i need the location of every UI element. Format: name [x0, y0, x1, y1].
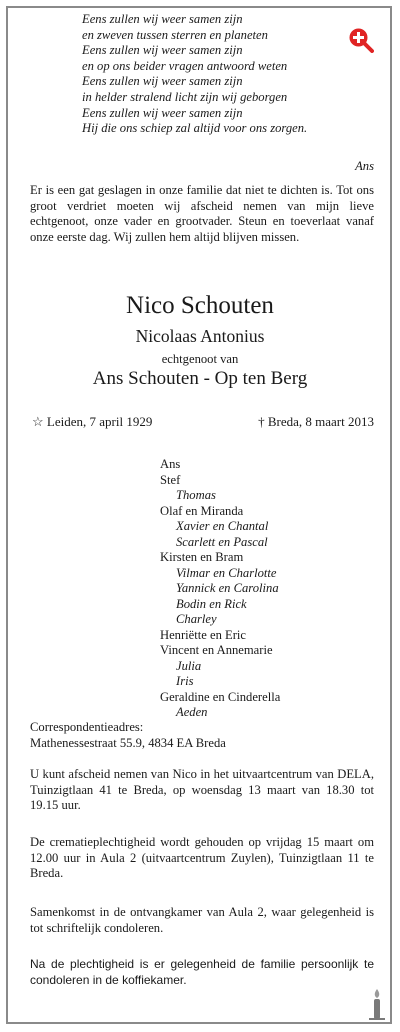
poem-author: Ans	[355, 159, 374, 173]
poem-line: Eens zullen wij weer samen zijn	[82, 43, 243, 58]
family-member: Henriëtte en Eric	[160, 627, 247, 642]
grandchild: Iris	[176, 674, 194, 688]
family-member: Kirsten en Bram	[160, 550, 244, 564]
grandchild: Julia	[176, 658, 202, 673]
correspondence	[30, 720, 374, 751]
deceased-full-name: Nicolaas Antonius	[135, 326, 265, 346]
farewell-text: U kunt afscheid nemen van Nico in het uitvaartcentrum van DELA, Tuinzigtlaan 41 te Breda, op woensdag 13 maart van 18.30 tot 19.15 uur.	[30, 767, 374, 813]
poem-line: Eens zullen wij weer samen zijn	[82, 105, 243, 120]
grandchild: Thomas	[176, 488, 216, 502]
gathering-text: Samenkomst in de ontvangkamer van Aula 2, waar gelegenheid is tot schriftelijk condoleren.	[30, 905, 374, 935]
grandchild: Vilmar en Charlotte	[176, 565, 277, 580]
grandchild: Aeden	[176, 705, 208, 719]
poem-line: Eens zullen wij weer samen zijn	[82, 74, 243, 89]
family-member: Ans	[160, 457, 181, 471]
poem-line: in helder stralend licht zijn wij geborgen	[82, 89, 288, 104]
family-member: Vincent en Annemarie	[160, 643, 273, 657]
correspondence-address: Mathenessestraat 55.9, 4834 EA Breda	[30, 735, 226, 750]
grandchild: Xavier en Chantal	[176, 519, 269, 533]
birth-info: ☆ Leiden, 7 april 1929	[32, 414, 153, 429]
deceased-name: Nico Schouten	[126, 292, 274, 319]
candle-figure-icon	[366, 987, 388, 1021]
poem	[82, 12, 382, 137]
death-info: † Breda, 8 maart 2013	[258, 414, 374, 429]
spouse-label: echtgenoot van	[161, 352, 239, 366]
family-member: Olaf en Miranda	[160, 503, 244, 518]
family-member: Geraldine en Cinderella	[160, 689, 281, 704]
spouse-name: Ans Schouten - Op ten Berg	[92, 368, 308, 389]
grandchild: Bodin en Rick	[176, 596, 247, 611]
ceremony-text: De crematieplechtigheid wordt gehouden op vrijdag 15 maart om 12.00 uur in Aula 2 (uitvaartcentrum Zuylen), Tuinzigtlaan 11 te Breda.	[30, 835, 374, 881]
poem-line: Hij die ons schiep zal altijd voor ons zorgen.	[82, 121, 308, 136]
grandchild: Scarlett en Pascal	[176, 534, 268, 549]
magnifier-plus-icon[interactable]	[348, 27, 374, 53]
poem-line: en zweven tussen sterren en planeten	[82, 27, 268, 42]
grandchild: Yannick en Carolina	[176, 581, 279, 595]
poem-line: en op ons beider vragen antwoord weten	[82, 58, 288, 73]
after-ceremony-text: Na de plechtigheid is er gelegenheid de familie persoonlijk te condoleren in de koffiekamer.	[30, 957, 374, 987]
family-member: Stef	[160, 472, 181, 487]
intro-text: Er is een gat geslagen in onze familie dat niet te dichten is. Tot ons groot verdriet moeten wij afscheid nemen van mijn lieve echtgenoot, onze vader en grootvader. Steun en toeverlaat vanaf onze eerste dag. Wij zullen hem altijd blijven missen.	[30, 183, 374, 244]
grandchild: Charley	[176, 612, 217, 626]
family-list	[160, 457, 280, 721]
correspondence-label: Correspondentieadres:	[30, 720, 144, 734]
poem-line: Eens zullen wij weer samen zijn	[82, 12, 243, 26]
